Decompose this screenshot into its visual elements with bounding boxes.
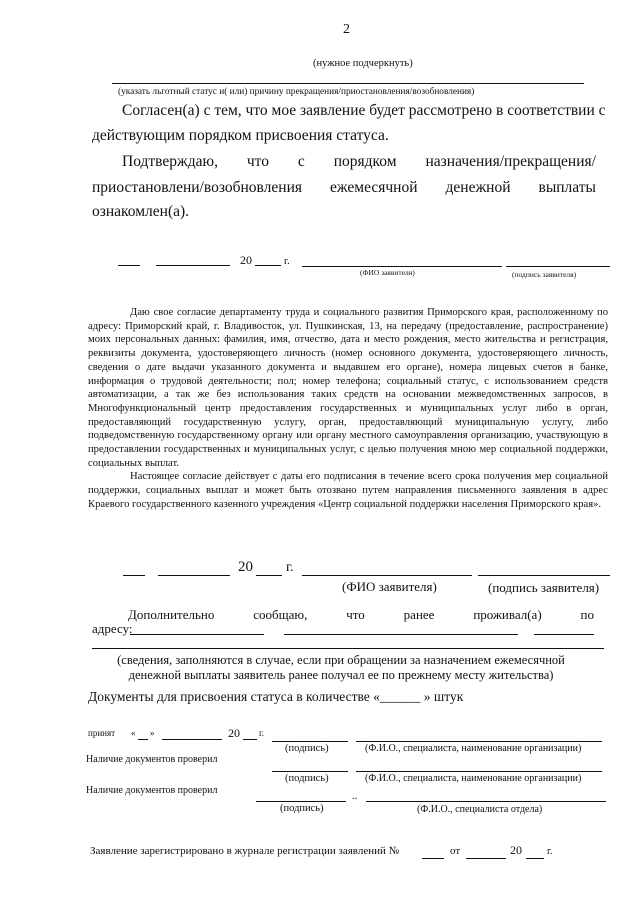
sign1-year-line[interactable] [255,265,281,266]
hint-underline: (нужное подчеркнуть) [313,58,413,69]
agree-line-2: действующим порядком присвоения статуса. [92,127,389,144]
accepted-fio-caption: (Ф.И.О., специалиста, наименование организации) [365,743,582,754]
accepted-fio-line[interactable] [356,741,602,742]
registration-from: от [450,845,461,857]
registration-text: Заявление зарегистрировано в журнале регистрации заявлений № [90,845,400,857]
hint-status: (указать льготный статус и( или) причину прекращения/приостановления/возобновления) [118,87,475,97]
extra-line: Дополнительно сообщаю, что ранее проживал(а) по [128,607,594,622]
accepted-month-line[interactable] [162,739,222,740]
confirm-line-3: ознакомлен(а). [92,203,190,220]
page-number: 2 [343,22,350,37]
accepted-year-line[interactable] [243,739,257,740]
accepted-quote-open: « [131,728,136,738]
sign1-fio-caption: (ФИО заявителя) [360,268,415,277]
checked-label-1: Наличие документов проверил [86,754,218,765]
extra-note: (сведения, заполняются в случае, если при обращении за назначением ежемесячной денежной выплаты заявитель ранее получал ее по прежнему месту жительства) [117,653,565,682]
sign2-month-line[interactable] [158,575,230,576]
sign1-day-line[interactable] [118,265,140,266]
accepted-day-line[interactable] [138,739,148,740]
address-line-1a[interactable] [130,634,264,635]
check2-fio-caption: (Ф.И.О., специалиста отдела) [417,804,543,815]
registration-number-line[interactable] [422,858,444,859]
accepted-year: 20 [228,726,240,740]
registration-year-line[interactable] [526,858,544,859]
confirm-line-2: приостановлени/возобновления ежемесячной денежной выплаты [92,179,596,196]
sign2-fio-caption: (ФИО заявителя) [342,579,437,594]
docs-line: Документы для присвоения статуса в количестве «______ » штук [88,689,464,704]
sign1-sign-caption: (подпись заявителя) [512,270,577,279]
accepted-sign-caption: (подпись) [285,743,329,754]
sign1-fio-line[interactable] [302,266,502,267]
sign1-sign-line[interactable] [506,266,610,267]
sign2-year-suffix: г. [286,560,294,575]
address-line-1c[interactable] [534,634,594,635]
consent-paragraph-1: Даю свое согласие департаменту труда и социального развития Приморского края, расположенному по адресу: Приморский край, г. Владивосток, ул. Пушкинская, 13, на передачу (предоставление, распространение) моих персональных данных: фамилия, имя, отчество, дата и место рождения, место жительства и регистрация, реквизиты документа, удостоверяющего личность (номер основного документа, удостоверяющего личность, сведения о дате выдачи указанного документа и выдавшем его органе), номера лицевых счетов в банке, информация о трудовой деятельности; пол; номер телефона; социальный статус, с использованием средств автоматизации, а так же без использования таких средств на основании межведомственных запросов, в Многофункциональный центр предоставления государственных и муниципальных услуг либо в орган, предоставляющий государственную услугу, орган, предоставляющий муниципальную услугу, либо подведомственную государственному органу или органу местного самоуправления организацию, участвующую в предоставлении государственных и муниципальных услуг, с целью получения мною мер социальной поддержки, социальных выплат. [88,307,608,469]
check1-fio-caption: (Ф.И.О., специалиста, наименование организации) [365,773,582,784]
registration-date-line[interactable] [466,858,506,859]
sign1-month-line[interactable] [156,265,230,266]
accepted-year-suffix: г. [259,728,264,738]
accepted-quote-close: » [150,728,155,738]
sign2-day-line[interactable] [123,575,145,576]
sign1-year: 20 [240,253,252,267]
agree-line-1: Согласен(а) с тем, что мое заявление будет рассмотрено в соответствии с [122,102,606,119]
address-label: адресу: [92,621,133,636]
check2-fio-line[interactable] [366,801,606,802]
consent-block [88,306,608,512]
confirm-line-1: Подтверждаю, что с порядком назначения/прекращения/ [122,153,596,170]
sign2-sign-caption: (подпись заявителя) [488,580,600,595]
sign2-year-line[interactable] [256,575,282,576]
address-line-1b[interactable] [284,634,518,635]
sign1-year-suffix: г. [284,256,290,267]
accepted-label: принят [88,728,116,738]
accepted-sign-line[interactable] [272,741,348,742]
check2-dots: .. [352,791,358,802]
sign2-sign-line[interactable] [478,575,610,576]
registration-year-suffix: г. [547,846,553,857]
check2-sign-line[interactable] [256,801,346,802]
check1-fio-line[interactable] [356,771,602,772]
address-line-2[interactable] [92,648,604,649]
check1-sign-line[interactable] [272,771,348,772]
check2-sign-caption: (подпись) [280,803,324,814]
sign2-year: 20 [238,559,253,575]
registration-year: 20 [510,843,522,857]
sign2-fio-line[interactable] [302,575,472,576]
check1-sign-caption: (подпись) [285,773,329,784]
consent-paragraph-2: Настоящее согласие действует с даты его подписания в течение всего срока получения мер социальной поддержки, социальных выплат и может быть отозвано путем направления письменного заявления в адрес Краевого государственного казенного учреждения «Центр социальной поддержки населения Приморского края». [88,471,608,510]
status-line [112,83,584,84]
checked-label-2: Наличие документов проверил [86,785,218,796]
